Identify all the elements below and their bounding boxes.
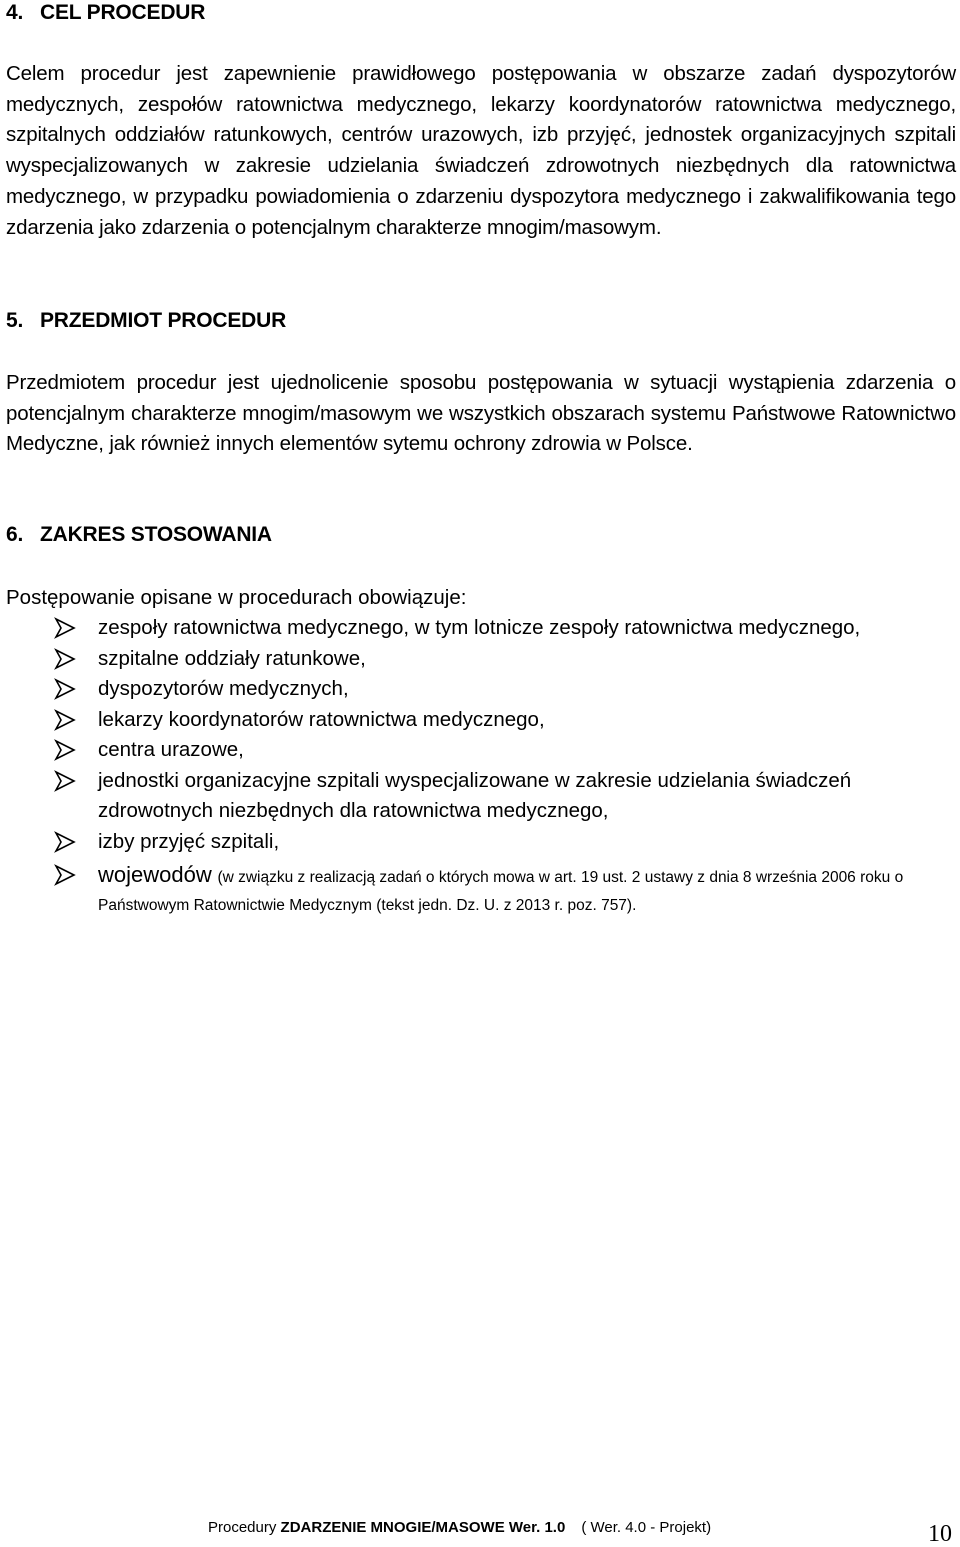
- legal-reference-note: (w związku z realizacją zadań o których mowa w art. 19 ust. 2 ustawy z dnia 8 września 2006 roku o Państwowym Ratownictwie Medycznym (tekst jedn. Dz. U. z 2013 r. poz. 757).: [98, 869, 904, 914]
- list-item-text: centra urazowe,: [98, 738, 244, 761]
- footer-prefix: Procedury: [208, 1519, 281, 1536]
- list-item: [6, 766, 956, 827]
- arrowhead-bullet-icon: [54, 864, 76, 886]
- arrowhead-bullet-icon: [54, 739, 76, 761]
- list-item-text: zespoły ratownictwa medycznego, w tym lotnicze zespoły ratownictwa medycznego,: [98, 616, 861, 639]
- list-item: [6, 674, 956, 705]
- section-heading: [6, 522, 956, 548]
- section-4: [6, 0, 956, 243]
- page-footer: [208, 1518, 711, 1538]
- section-number: 4.: [6, 1, 24, 24]
- list-item-text: lekarzy koordynatorów ratownictwa medycznego,: [98, 707, 545, 731]
- arrowhead-bullet-icon: [54, 770, 76, 792]
- section-6: [6, 522, 956, 919]
- arrowhead-bullet-icon: [54, 678, 76, 700]
- list-item-text: jednostki organizacyjne szpitali wyspecjalizowane w zakresie udzielania świadczeń zdrowotnych niezbędnych dla ratownictwa medycznego,: [98, 768, 852, 822]
- section-5: [6, 308, 956, 460]
- list-item: [6, 827, 956, 858]
- list-item: [6, 613, 956, 644]
- section-title: PRZEDMIOT PROCEDUR: [40, 309, 287, 332]
- list-item: [6, 705, 956, 736]
- section-heading: [6, 0, 956, 26]
- arrowhead-bullet-icon: [54, 709, 76, 731]
- list-item: [6, 735, 956, 766]
- arrowhead-bullet-icon: [54, 617, 76, 639]
- list-item: [6, 644, 956, 675]
- list-item-text: wojewodów: [98, 862, 212, 887]
- scope-intro: Postępowanie opisane w procedurach obowiązuje:: [6, 586, 467, 609]
- list-item-text: dyspozytorów medycznych,: [98, 677, 349, 700]
- section-number: 6.: [6, 523, 24, 546]
- page-number: 10: [928, 1521, 952, 1547]
- footer-version-note: ( Wer. 4.0 - Projekt): [581, 1519, 712, 1536]
- list-item: [6, 857, 956, 919]
- arrowhead-bullet-icon: [54, 648, 76, 670]
- list-item-text: izby przyjęć szpitali,: [98, 829, 280, 853]
- footer-document-title: ZDARZENIE MNOGIE/MASOWE Wer. 1.0: [280, 1519, 566, 1536]
- section-title: ZAKRES STOSOWANIA: [40, 523, 272, 546]
- section-number: 5.: [6, 309, 24, 332]
- section-heading: [6, 308, 956, 334]
- section-title: CEL PROCEDUR: [40, 1, 206, 24]
- section-paragraph: Przedmiotem procedur jest ujednolicenie sposobu postępowania w sytuacji wystąpienia zdarzenia o potencjalnym charakterze mnogim/masowym we wszystkich obszarach systemu Państwowe Ratownictwo Medyczne, jak również innych elementów sytemu ochrony zdrowia w Polsce.: [6, 371, 956, 456]
- list-item-text: szpitalne oddziały ratunkowe,: [98, 646, 366, 670]
- section-paragraph: Celem procedur jest zapewnienie prawidłowego postępowania w obszarze zadań dyspozytorów medycznych, zespołów ratownictwa medycznego, lekarzy koordynatorów ratownictwa medycznego, szpitalnych oddziałów ratunkowych, centrów urazowych, izb przyjęć, jednostek organizacyjnych szpitali wyspecjalizowanych w zakresie udzielania świadczeń zdrowotnych niezbędnych dla ratownictwa medycznego, w przypadku powiadomienia o zdarzeniu dyspozytora medycznego i zakwalifikowania tego zdarzenia jako zdarzenia o potencjalnym charakterze mnogim/masowym.: [6, 62, 956, 239]
- scope-list: [6, 613, 956, 919]
- arrowhead-bullet-icon: [54, 831, 76, 853]
